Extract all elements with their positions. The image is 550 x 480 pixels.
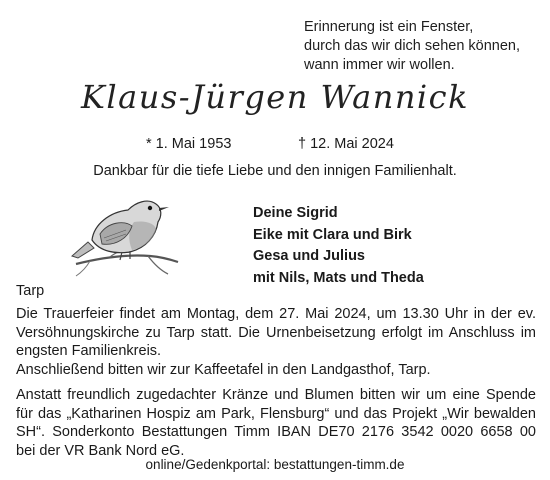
birth-date: * 1. Mai 1953 <box>146 136 232 152</box>
funeral-details <box>16 305 536 460</box>
robin-bird-icon <box>70 190 180 282</box>
family-line: Gesa und Julius <box>253 248 365 264</box>
memorial-portal-link[interactable]: online/Gedenkportal: bestattungen-timm.de <box>145 457 405 472</box>
quote-line: durch das wir dich sehen können, <box>304 38 521 54</box>
body-line: Anstatt freundlich zugedachter Kränze und Blumen bitten wir um eine Spende <box>16 387 536 403</box>
body-line: bei der VR Bank Nord eG. <box>16 442 185 459</box>
quote-line: wann immer wir wollen. <box>304 57 455 73</box>
body-line: Versöhnungskirche zu Tarp statt. Die Urnenbeisetzung erfolgt im Anschluss im <box>16 324 536 341</box>
family-line: Deine Sigrid <box>253 205 338 221</box>
body-line: Die Trauerfeier findet am Montag, dem 27. Mai 2024, um 13.30 Uhr in der ev. <box>16 306 536 322</box>
place-name: Tarp <box>16 283 45 299</box>
family-line: mit Nils, Mats und Theda <box>253 269 424 286</box>
family-signatures <box>253 203 424 289</box>
thanks-line: Dankbar für die tiefe Liebe und den innigen Familienhalt. <box>93 163 457 179</box>
deceased-name: Klaus-Jürgen Wannick <box>81 78 469 116</box>
body-line: für das „Katharinen Hospiz am Park, Flensburg“ und das Projekt „Wir bewalden <box>16 405 536 422</box>
body-line: Anschließend bitten wir zur Kaffeetafel in den Landgasthof, Tarp. <box>16 361 431 378</box>
quote-line: Erinnerung ist ein Fenster, <box>304 19 474 35</box>
memorial-quote <box>304 18 520 75</box>
body-line: SH“. Sonderkonto Bestattungen Timm IBAN DE70 2176 3542 0020 6658 00 <box>16 424 536 440</box>
body-line: engsten Familienkreis. <box>16 343 162 359</box>
family-line: Eike mit Clara und Birk <box>253 226 412 243</box>
death-date: † 12. Mai 2024 <box>298 136 394 152</box>
